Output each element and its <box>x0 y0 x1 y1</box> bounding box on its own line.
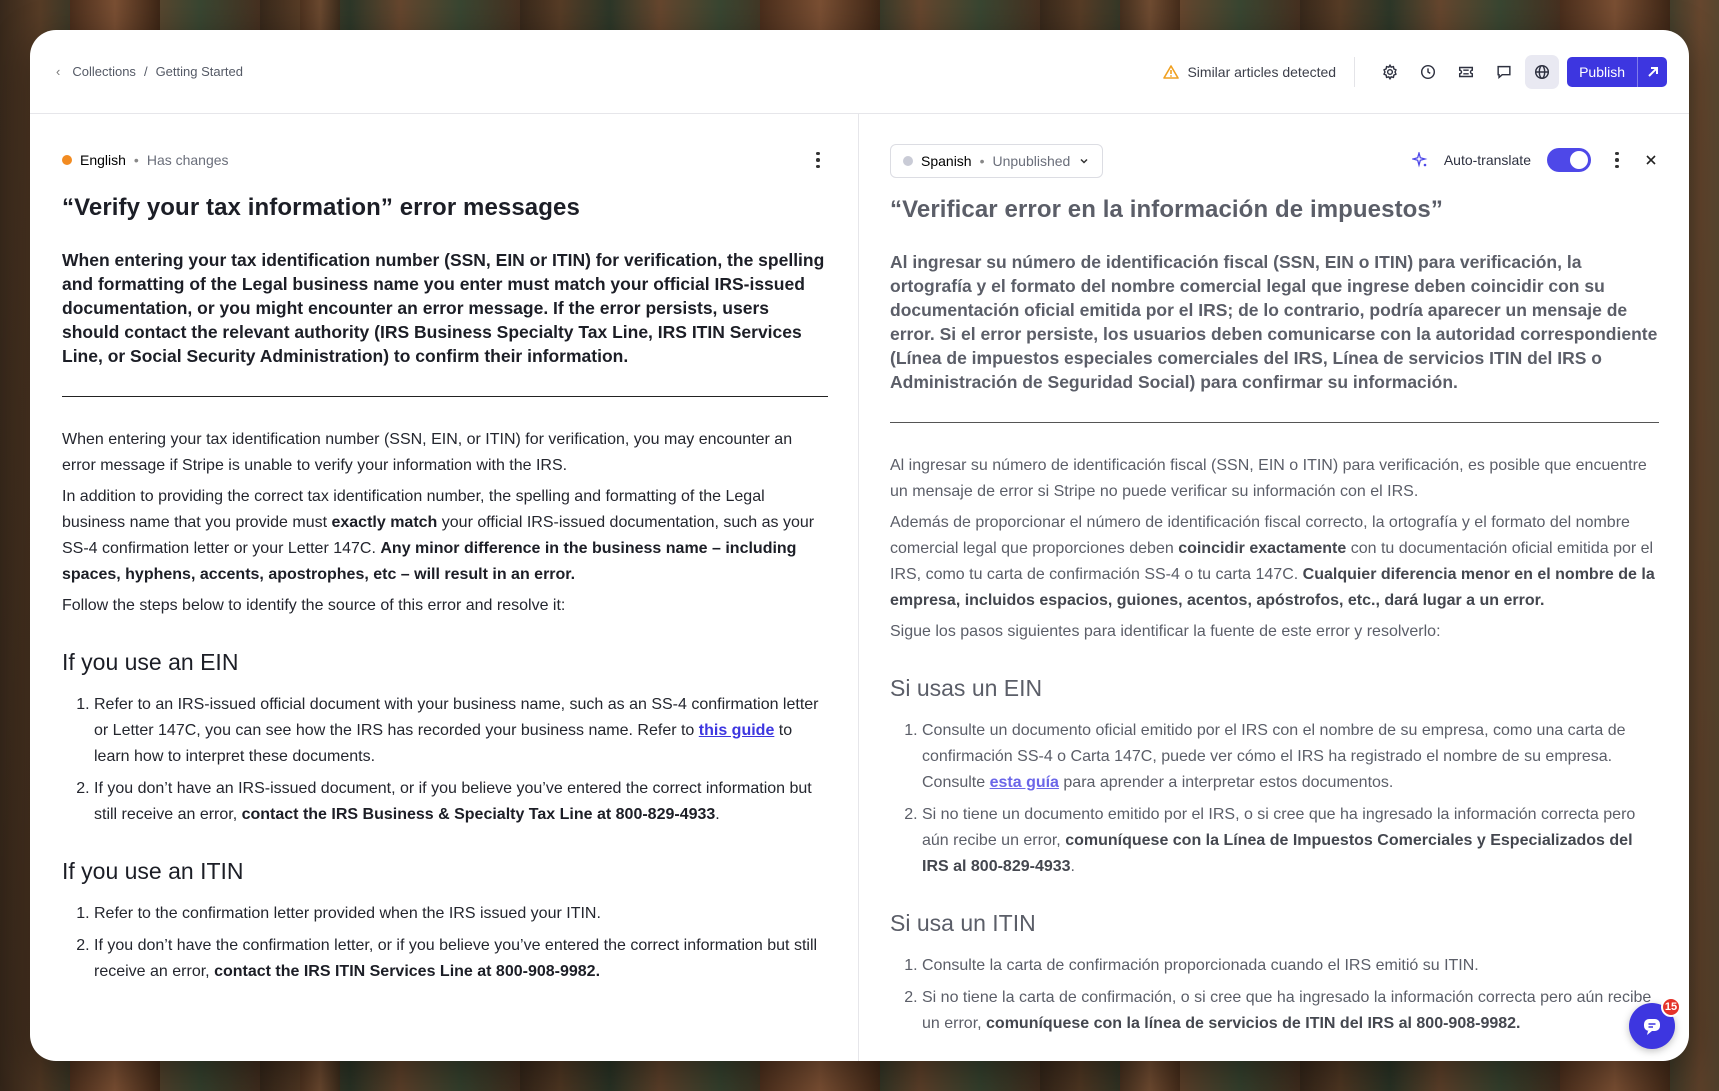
list-item[interactable]: 1. Consulte la carta de confirmación proporcionada cuando el IRS emitió su ITIN. <box>922 953 1659 979</box>
translation-language-row <box>890 114 1659 206</box>
gear-icon <box>1381 63 1399 81</box>
external-link-icon <box>1646 65 1660 79</box>
chat-icon <box>1641 1015 1663 1037</box>
breadcrumb <box>56 64 243 79</box>
heading-itin[interactable]: If you use an ITIN <box>62 858 244 884</box>
list-item[interactable]: 1. Consulte un documento oficial emitido por el IRS con el nombre de su empresa, como una carta de confirmación SS-4 o Carta 147C, puede ver cómo el IRS ha registrado el nombre de su empresa. Consulte esta guía para aprender a interpretar estos documentos. <box>922 718 1659 796</box>
paragraph-intro[interactable]: When entering your tax identification number (SSN, EIN, or ITIN) for verification, you may encounter an error message if Stripe is unable to verify your information with the IRS. <box>62 431 793 474</box>
translation-language-label: Spanish <box>921 153 972 169</box>
editor-window <box>30 30 1689 1061</box>
ticket-icon <box>1457 63 1475 81</box>
comments-button[interactable] <box>1487 55 1521 89</box>
heading-ein[interactable]: Si usas un EIN <box>890 675 1043 701</box>
source-language-label: English <box>80 152 126 168</box>
globe-icon <box>1533 63 1551 81</box>
chevron-left-icon[interactable]: ‹ <box>56 64 61 79</box>
itin-steps-list <box>890 953 1659 1037</box>
source-status: Has changes <box>146 152 229 168</box>
guide-link[interactable]: this guide <box>698 722 775 739</box>
top-bar <box>30 30 1689 114</box>
list-item[interactable]: 2. Si no tiene la carta de confirmación, o si cree que ha ingresado la información correcta pero aún recibe un error, comuníquese con la línea de servicios de ITIN del IRS al 800-908-9982. <box>922 985 1659 1037</box>
publish-button[interactable]: Publish <box>1567 57 1637 87</box>
support-chat-button[interactable] <box>1629 1001 1678 1049</box>
breadcrumb-current[interactable]: Getting Started <box>155 64 244 79</box>
list-item[interactable]: 2. If you don’t have an IRS-issued document, or if you believe you’ve entered the correct information but still receive an error, contact the IRS Business & Specialty Tax Line at 800-829-4933. <box>94 776 828 828</box>
source-language-row <box>62 114 828 206</box>
list-item[interactable]: 2. Si no tiene un documento emitido por el IRS, o si cree que ha ingresado la información correcta pero aún recibe un error, comuníquese con la Línea de Impuestos Comerciales y Especializados del IRS al 800-829-4933. <box>922 802 1659 880</box>
paragraph-details[interactable]: In addition to providing the correct tax identification number, the spelling and formatting of the Legal business name that you provide must exactly match your official IRS-issued documentation, such as your SS-4 confirmation letter or your Letter 147C. Any minor difference in the business name – including spaces, hyphens, accents, apostrophes, etc – will result in an error. <box>62 488 815 583</box>
heading-ein[interactable]: If you use an EIN <box>62 649 239 675</box>
close-icon[interactable] <box>1643 152 1659 168</box>
paragraph-intro[interactable]: Al ingresar su número de identificación fiscal (SSN, EIN o ITIN) para verificación, es posible que encuentre un mensaje de error si Stripe no puede verificar su información con el IRS. <box>890 457 1647 500</box>
ticket-button[interactable] <box>1449 55 1483 89</box>
paragraph-details[interactable]: Además de proporcionar el número de identificación fiscal correcto, la ortografía y el formato del nombre comercial legal que proporciones deben coincidir exactamente con tu documentación oficial emitida por el IRS, como tu carta de confirmación SS-4 o tu carta 147C. Cualquier diferencia menor en el nombre de la empresa, incluidos espacios, guiones, acentos, apóstrofos, etc., dará lugar a un error. <box>890 514 1655 609</box>
translated-title[interactable]: “Verificar error en la información de impuestos” <box>890 196 1443 223</box>
translation-status: Unpublished <box>992 153 1071 169</box>
translation-controls <box>1412 148 1659 172</box>
comment-icon <box>1495 63 1513 81</box>
source-language-info <box>62 152 229 168</box>
guide-link[interactable]: esta guía <box>989 774 1059 791</box>
list-item[interactable]: 1. Refer to an IRS-issued official document with your business name, such as an SS-4 confirmation letter or Letter 147C, you can see how the IRS has recorded your business name. Refer to this guide to learn how to interpret these documents. <box>94 692 828 770</box>
source-more-options-icon[interactable] <box>808 150 828 170</box>
language-select[interactable] <box>890 144 1103 178</box>
translations-button[interactable] <box>1525 55 1559 89</box>
changes-indicator-dot <box>62 155 72 165</box>
dot-separator: • <box>133 152 139 168</box>
ein-steps-list <box>62 692 828 828</box>
breadcrumb-collections[interactable]: Collections <box>72 64 136 79</box>
breadcrumb-separator: / <box>143 64 148 79</box>
source-pane-english <box>30 114 859 1061</box>
toolbar <box>1163 55 1667 89</box>
translated-description[interactable]: Al ingresar su número de identificación fiscal (SSN, EIN o ITIN) para verificación, la ortografía y el formato del nombre comercial legal que ingrese deben coincidir con su documentación oficial emitida por el IRS; de lo contrario, podría aparecer un mensaje de error. Si el error persiste, los usuarios deben comunicarse con la autoridad correspondiente (Línea de impuestos especiales comerciales del IRS, Línea de servicios ITIN del IRS o Administración de Seguridad Social) para confirmar su información. <box>890 250 1659 423</box>
editor-panes <box>30 114 1689 1061</box>
history-button[interactable] <box>1411 55 1445 89</box>
article-title[interactable]: “Verify your tax information” error messages <box>62 194 580 221</box>
notification-badge: 15 <box>1661 997 1681 1017</box>
translation-pane-spanish <box>859 114 1689 1061</box>
sparkle-icon <box>1412 152 1428 168</box>
translation-more-options-icon[interactable] <box>1607 150 1627 170</box>
warning-icon <box>1163 65 1179 79</box>
list-item[interactable]: 2. If you don’t have the confirmation letter, or if you believe you’ve entered the correct information but still receive an error, contact the IRS ITIN Services Line at 800-908-9982. <box>94 933 828 985</box>
paragraph-steps-intro[interactable]: Follow the steps below to identify the source of this error and resolve it: <box>62 597 566 614</box>
article-description[interactable]: When entering your tax identification number (SSN, EIN or ITIN) for verification, the spelling and formatting of the Legal business name you enter must match your official IRS-issued documentation, or you might encounter an error message. If the error persists, users should contact the relevant authority (IRS Business Specialty Tax Line, IRS ITIN Services Line, or Social Security Administration) to confirm their information. <box>62 248 828 397</box>
settings-button[interactable] <box>1373 55 1407 89</box>
chevron-down-icon <box>1078 155 1090 167</box>
itin-steps-list <box>62 901 828 985</box>
clock-icon <box>1419 63 1437 81</box>
unpublished-dot <box>903 156 913 166</box>
heading-itin[interactable]: Si usa un ITIN <box>890 910 1036 936</box>
list-item[interactable]: 1. Refer to the confirmation letter provided when the IRS issued your ITIN. <box>94 901 828 927</box>
similar-articles-notice[interactable] <box>1163 57 1355 87</box>
dot-separator: • <box>979 153 985 169</box>
similar-articles-label: Similar articles detected <box>1187 63 1337 80</box>
publish-group <box>1567 57 1667 87</box>
auto-translate-label: Auto-translate <box>1443 152 1531 168</box>
ein-steps-list <box>890 718 1659 880</box>
open-external-button[interactable] <box>1637 57 1667 87</box>
paragraph-steps-intro[interactable]: Sigue los pasos siguientes para identificar la fuente de este error y resolverlo: <box>890 623 1441 640</box>
auto-translate-toggle[interactable] <box>1547 148 1591 172</box>
